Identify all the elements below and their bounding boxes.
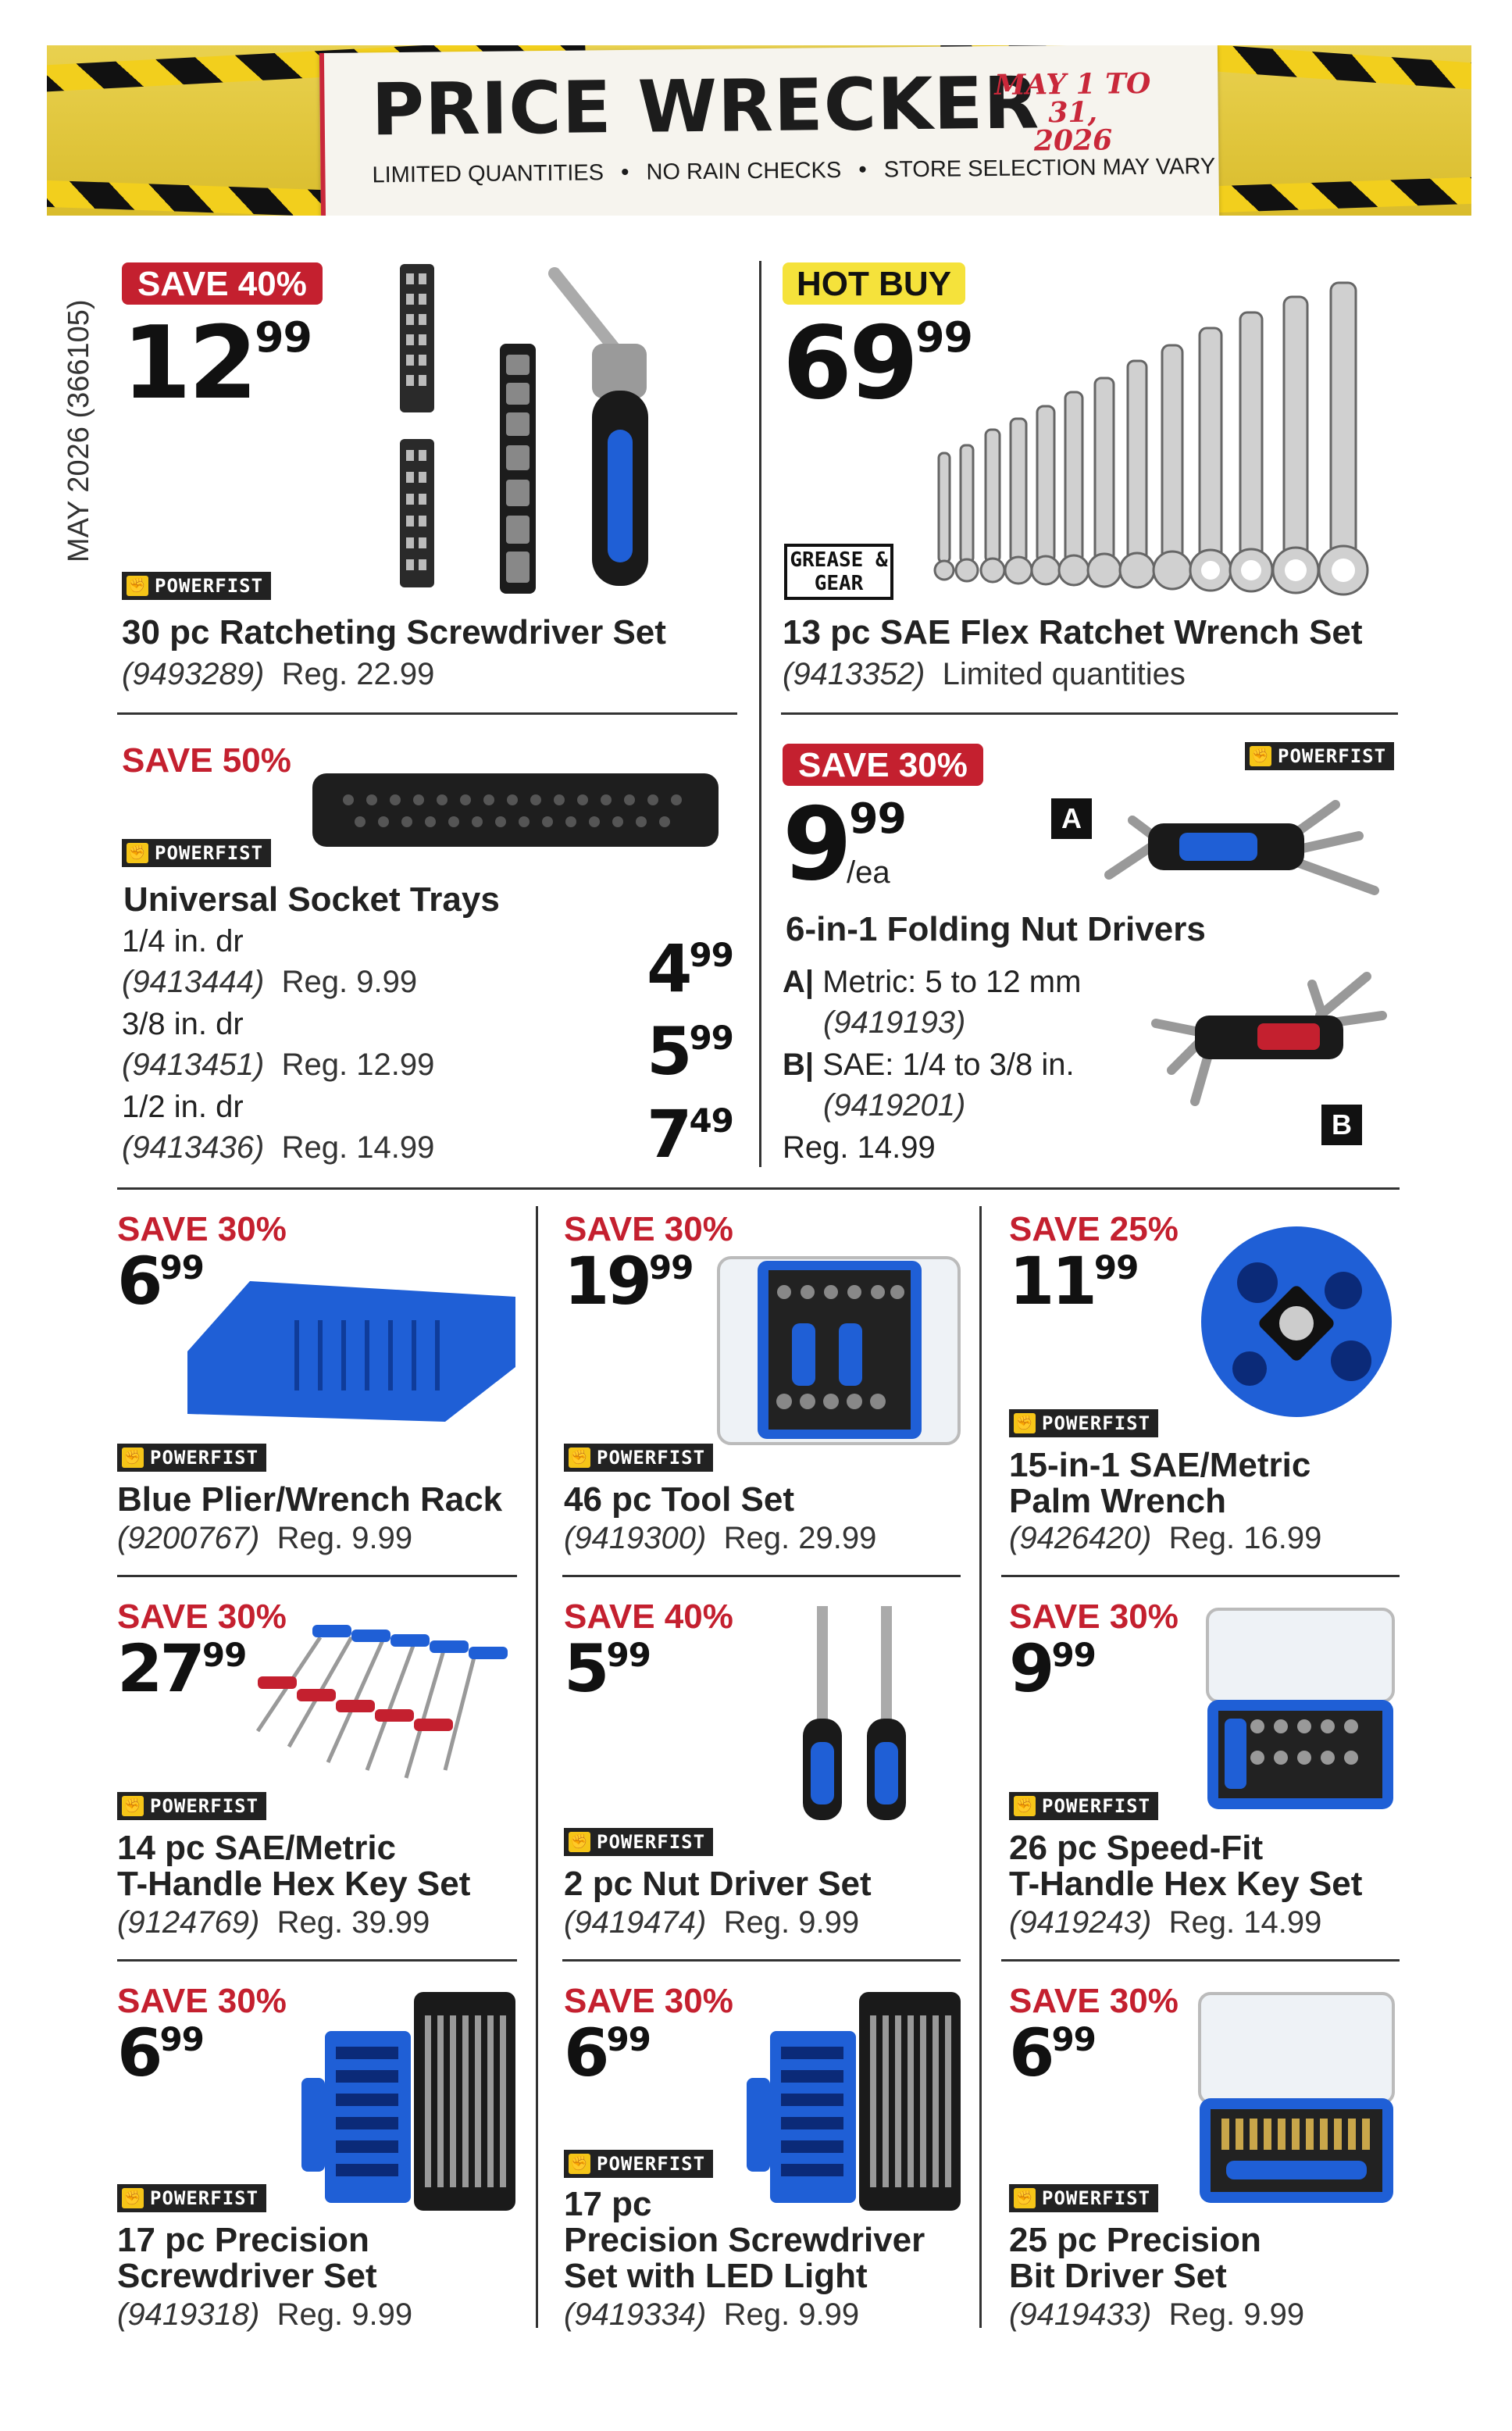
grease-and-gear-logo: GREASE & GEAR — [784, 544, 893, 600]
price-wrecker-banner — [47, 45, 1471, 216]
product-title-line1: 25 pc Precision — [1009, 2221, 1261, 2259]
price-dollars: 12 — [122, 305, 255, 422]
product-title-line1: 17 pc — [564, 2185, 652, 2223]
product-title: 2 pc Nut Driver Set — [564, 1865, 872, 1903]
product-title: Universal Socket Trays — [123, 880, 500, 919]
socket-tray-image — [309, 769, 723, 855]
save-badge: SAVE 30% — [1009, 1597, 1179, 1636]
banner-dates — [971, 66, 1175, 158]
led-screwdriver-image — [742, 1984, 968, 2219]
variant-b-label: B| — [783, 1048, 815, 1082]
product-title-line1: 14 pc SAE/Metric — [117, 1829, 397, 1867]
save-badge: SAVE 30% — [117, 1597, 287, 1636]
save-badge: SAVE 30% — [564, 1982, 733, 2020]
save-badge: SAVE 30% — [1009, 1982, 1179, 2020]
price — [1009, 2015, 1096, 2091]
brand-name: POWERFIST — [597, 1831, 706, 1853]
brand-name: POWERFIST — [597, 2153, 706, 2175]
banner-note: NO RAIN CHECKS — [646, 157, 842, 185]
bit-driver-set-image — [1195, 1989, 1398, 2208]
brand-name: POWERFIST — [150, 1447, 259, 1469]
row-divider — [1001, 1959, 1400, 1962]
brand-name: POWERFIST — [155, 842, 264, 864]
variant-b-badge: B — [1321, 1105, 1362, 1145]
brand-name: POWERFIST — [1042, 1412, 1151, 1434]
variant-a-label: A| — [783, 965, 815, 999]
tool-set-46-image — [714, 1253, 964, 1448]
price-dollars: 7 — [647, 1096, 690, 1173]
price-cents: 99 — [915, 312, 972, 362]
price-dollars: 5 — [564, 1630, 607, 1707]
banner-card — [319, 45, 1219, 216]
powerfist-logo — [117, 1792, 266, 1820]
bullet-separator: • — [858, 156, 867, 183]
product-sku-line — [1009, 2297, 1304, 2333]
row-divider — [1001, 1575, 1400, 1577]
precision-screwdriver-image — [297, 1984, 523, 2219]
product-sku-line — [122, 964, 417, 1000]
reg-price: Reg. 9.99 — [281, 965, 418, 999]
price-cents: 99 — [606, 1636, 651, 1674]
nut-driver-metric-image — [1101, 789, 1398, 914]
reg-price: Reg. 14.99 — [1168, 1905, 1322, 1940]
product-title-line1: 26 pc Speed-Fit — [1009, 1829, 1264, 1867]
powerfist-logo — [122, 572, 271, 600]
variant-b-sku — [823, 1087, 965, 1123]
price — [647, 1096, 733, 1173]
reg-price: Reg. 9.99 — [723, 2297, 860, 2332]
sku: (9419433) — [1009, 2297, 1152, 2332]
reg-price: Reg. 9.99 — [1168, 2297, 1305, 2332]
price-dollars: 9 — [783, 787, 850, 903]
price — [1009, 1630, 1096, 1707]
tray-size: 1/2 in. dr — [122, 1090, 244, 1124]
price-cents: 99 — [159, 2020, 204, 2058]
product-sku-line — [1009, 1520, 1321, 1556]
sku: (9419243) — [1009, 1905, 1152, 1940]
price-dollars: 11 — [1009, 1243, 1094, 1319]
powerfist-logo — [1245, 742, 1394, 770]
sku: (9413451) — [122, 1048, 265, 1082]
product-sku-line — [117, 1520, 412, 1556]
product-title-line2: Palm Wrench — [1009, 1482, 1226, 1520]
fist-icon: ✊ — [122, 2188, 144, 2208]
plier-rack-image — [180, 1265, 523, 1437]
price — [564, 2015, 651, 2091]
row-divider — [562, 1959, 961, 1962]
product-sku-line — [122, 1047, 434, 1083]
tray-size: 3/8 in. dr — [122, 1007, 244, 1041]
product-sku-line — [1009, 1904, 1321, 1940]
save-badge: SAVE 40% — [564, 1597, 733, 1636]
product-sku-line — [564, 1904, 859, 1940]
price-dollars: 27 — [117, 1630, 202, 1707]
nut-driver-sae-image — [1148, 969, 1398, 1109]
row-divider — [117, 1959, 517, 1962]
sku: (9419334) — [564, 2297, 707, 2332]
sku: (9419201) — [823, 1088, 966, 1123]
tray-size: 1/4 in. dr — [122, 924, 244, 958]
price-dollars: 9 — [1009, 1630, 1052, 1707]
product-title-line2: Screwdriver Set — [117, 2257, 377, 2295]
availability-note: Limited quantities — [942, 657, 1186, 691]
sku: (9419318) — [117, 2297, 260, 2332]
banner-note: STORE SELECTION MAY VARY — [883, 153, 1216, 182]
ratcheting-screwdriver-set-image — [390, 258, 687, 602]
brand-name: POWERFIST — [150, 1795, 259, 1817]
sku: (9493289) — [122, 657, 265, 691]
sku: (9413436) — [122, 1130, 265, 1165]
price-cents: 99 — [849, 794, 906, 844]
reg-price: Reg. 12.99 — [281, 1048, 435, 1082]
price-cents: 99 — [255, 312, 312, 362]
banner-title: PRICE WRECKER — [371, 61, 1040, 152]
powerfist-logo — [564, 1828, 713, 1856]
row-divider — [562, 1575, 961, 1577]
price-dollars: 6 — [117, 1243, 160, 1319]
product-sku-line — [564, 1520, 876, 1556]
column-divider — [979, 1206, 982, 2328]
palm-wrench-image — [1187, 1220, 1406, 1423]
product-title: 13 pc SAE Flex Ratchet Wrench Set — [783, 613, 1363, 651]
column-divider — [759, 261, 761, 1167]
price-cents: 49 — [689, 1101, 733, 1140]
fist-icon: ✊ — [127, 576, 148, 596]
sku: (9124769) — [117, 1905, 260, 1940]
column-divider — [536, 1206, 538, 2328]
fist-icon: ✊ — [127, 843, 148, 863]
powerfist-logo — [117, 2184, 266, 2212]
price-cents: 99 — [1093, 1248, 1139, 1287]
sku: (9413352) — [783, 657, 925, 691]
reg-price: Reg. 22.99 — [281, 657, 435, 691]
product-title-line2: Precision Screwdriver — [564, 2221, 925, 2259]
fist-icon: ✊ — [1014, 1796, 1036, 1816]
product-title-line2: T-Handle Hex Key Set — [117, 1865, 471, 1903]
hot-buy-badge: HOT BUY — [783, 262, 965, 305]
price-cents: 99 — [159, 1248, 204, 1287]
price-cents: 99 — [1051, 1636, 1096, 1674]
brand-name: POWERFIST — [1278, 745, 1387, 767]
product-title-line2: Bit Driver Set — [1009, 2257, 1227, 2295]
price — [122, 305, 312, 422]
row-divider — [117, 712, 737, 715]
price — [117, 2015, 204, 2091]
product-title-line3: Set with LED Light — [564, 2257, 868, 2295]
reg-price: Reg. 39.99 — [276, 1905, 430, 1940]
wrench-set-image — [929, 273, 1398, 602]
price-dollars: 5 — [647, 1013, 690, 1090]
brand-name: POWERFIST — [1042, 1795, 1151, 1817]
save-badge: SAVE 30% — [117, 1210, 287, 1248]
banner-dates-line2: 2026 — [1033, 123, 1113, 158]
product-title-line1: 17 pc Precision — [117, 2221, 369, 2259]
product-sku-line — [117, 2297, 412, 2333]
save-badge: SAVE 40% — [122, 262, 323, 305]
product-title: 46 pc Tool Set — [564, 1480, 795, 1519]
banner-note: LIMITED QUANTITIES — [372, 159, 604, 187]
save-badge: SAVE 30% — [564, 1210, 733, 1248]
section-divider — [117, 1187, 1400, 1190]
fist-icon: ✊ — [569, 2154, 590, 2174]
price-unit: /ea — [847, 855, 890, 890]
variant-b — [783, 1047, 1075, 1083]
fist-icon: ✊ — [122, 1796, 144, 1816]
price — [1009, 1243, 1139, 1319]
speed-fit-hex-key-image — [1203, 1601, 1398, 1812]
price-cents: 99 — [648, 1248, 694, 1287]
price-dollars: 69 — [783, 305, 916, 422]
price-cents: 99 — [606, 2020, 651, 2058]
fist-icon: ✊ — [1250, 746, 1271, 766]
brand-name: POWERFIST — [155, 575, 264, 597]
brand-name: POWERFIST — [597, 1447, 706, 1469]
reg-price: Reg. 14.99 — [281, 1130, 435, 1165]
save-badge: SAVE 30% — [117, 1982, 287, 2020]
price-dollars: 6 — [117, 2015, 160, 2091]
reg-price: Reg. 9.99 — [276, 2297, 413, 2332]
variant-a-text: Metric: 5 to 12 mm — [822, 965, 1082, 999]
powerfist-logo — [122, 839, 271, 867]
price-cents: 99 — [201, 1636, 247, 1674]
save-badge: SAVE 30% — [783, 744, 983, 786]
product-sku-line — [783, 656, 1186, 692]
variant-a — [783, 964, 1081, 1000]
reg-price: Reg. 16.99 — [1168, 1521, 1322, 1555]
price — [647, 1013, 733, 1090]
brand-name: POWERFIST — [150, 2187, 259, 2209]
powerfist-logo — [1009, 1792, 1158, 1820]
row-divider — [781, 712, 1398, 715]
sku: (9426420) — [1009, 1521, 1152, 1555]
product-title: 6-in-1 Folding Nut Drivers — [786, 910, 1206, 948]
price — [647, 930, 733, 1007]
powerfist-logo — [117, 1444, 266, 1472]
reg-price: Reg. 9.99 — [723, 1905, 860, 1940]
reg-price: Reg. 29.99 — [723, 1521, 877, 1555]
price-dollars: 19 — [564, 1243, 649, 1319]
save-badge: SAVE 25% — [1009, 1210, 1179, 1248]
sku: (9419300) — [564, 1521, 707, 1555]
price-dollars: 6 — [1009, 2015, 1052, 2091]
product-title: Blue Plier/Wrench Rack — [117, 1480, 503, 1519]
price — [564, 1243, 694, 1319]
product-sku-line — [564, 2297, 859, 2333]
row-divider — [117, 1575, 517, 1577]
t-handle-hex-key-image — [226, 1614, 523, 1794]
save-badge: SAVE 50% — [122, 741, 291, 780]
price-cents: 99 — [689, 936, 733, 974]
price-dollars: 6 — [564, 2015, 607, 2091]
bullet-separator: • — [620, 159, 629, 185]
reg-price: Reg. 14.99 — [783, 1130, 936, 1165]
price-dollars: 4 — [647, 930, 690, 1007]
sku: (9419193) — [823, 1005, 966, 1040]
reg-price: Reg. 9.99 — [276, 1521, 413, 1555]
fist-icon: ✊ — [569, 1832, 590, 1852]
banner-notes — [372, 153, 1215, 188]
product-sku-line — [122, 1130, 434, 1166]
price — [564, 1630, 651, 1707]
fist-icon: ✊ — [569, 1448, 590, 1468]
price-cents: 99 — [689, 1019, 733, 1057]
variant-a-sku — [823, 1005, 965, 1041]
product-sku-line — [122, 656, 434, 692]
variant-a-badge: A — [1051, 798, 1092, 839]
variant-b-text: SAE: 1/4 to 3/8 in. — [822, 1048, 1075, 1082]
powerfist-logo — [1009, 1409, 1158, 1437]
sku: (9413444) — [122, 965, 265, 999]
price-cents: 99 — [1051, 2020, 1096, 2058]
product-sku-line — [117, 1904, 430, 1940]
product-title: 30 pc Ratcheting Screwdriver Set — [122, 613, 666, 651]
fist-icon: ✊ — [1014, 2188, 1036, 2208]
brand-name: POWERFIST — [1042, 2187, 1151, 2209]
sku: (9200767) — [117, 1521, 260, 1555]
product-title-line2: T-Handle Hex Key Set — [1009, 1865, 1363, 1903]
nut-driver-set-image — [789, 1601, 929, 1828]
powerfist-logo — [564, 1444, 713, 1472]
powerfist-logo — [1009, 2184, 1158, 2212]
powerfist-logo — [564, 2150, 713, 2178]
banner-dates-line1: MAY 1 TO 31, — [994, 66, 1151, 130]
fist-icon: ✊ — [1014, 1413, 1036, 1433]
flyer-code: MAY 2026 (366105) — [62, 299, 95, 562]
sku: (9419474) — [564, 1905, 707, 1940]
product-title-line1: 15-in-1 SAE/Metric — [1009, 1446, 1311, 1484]
fist-icon: ✊ — [122, 1448, 144, 1468]
